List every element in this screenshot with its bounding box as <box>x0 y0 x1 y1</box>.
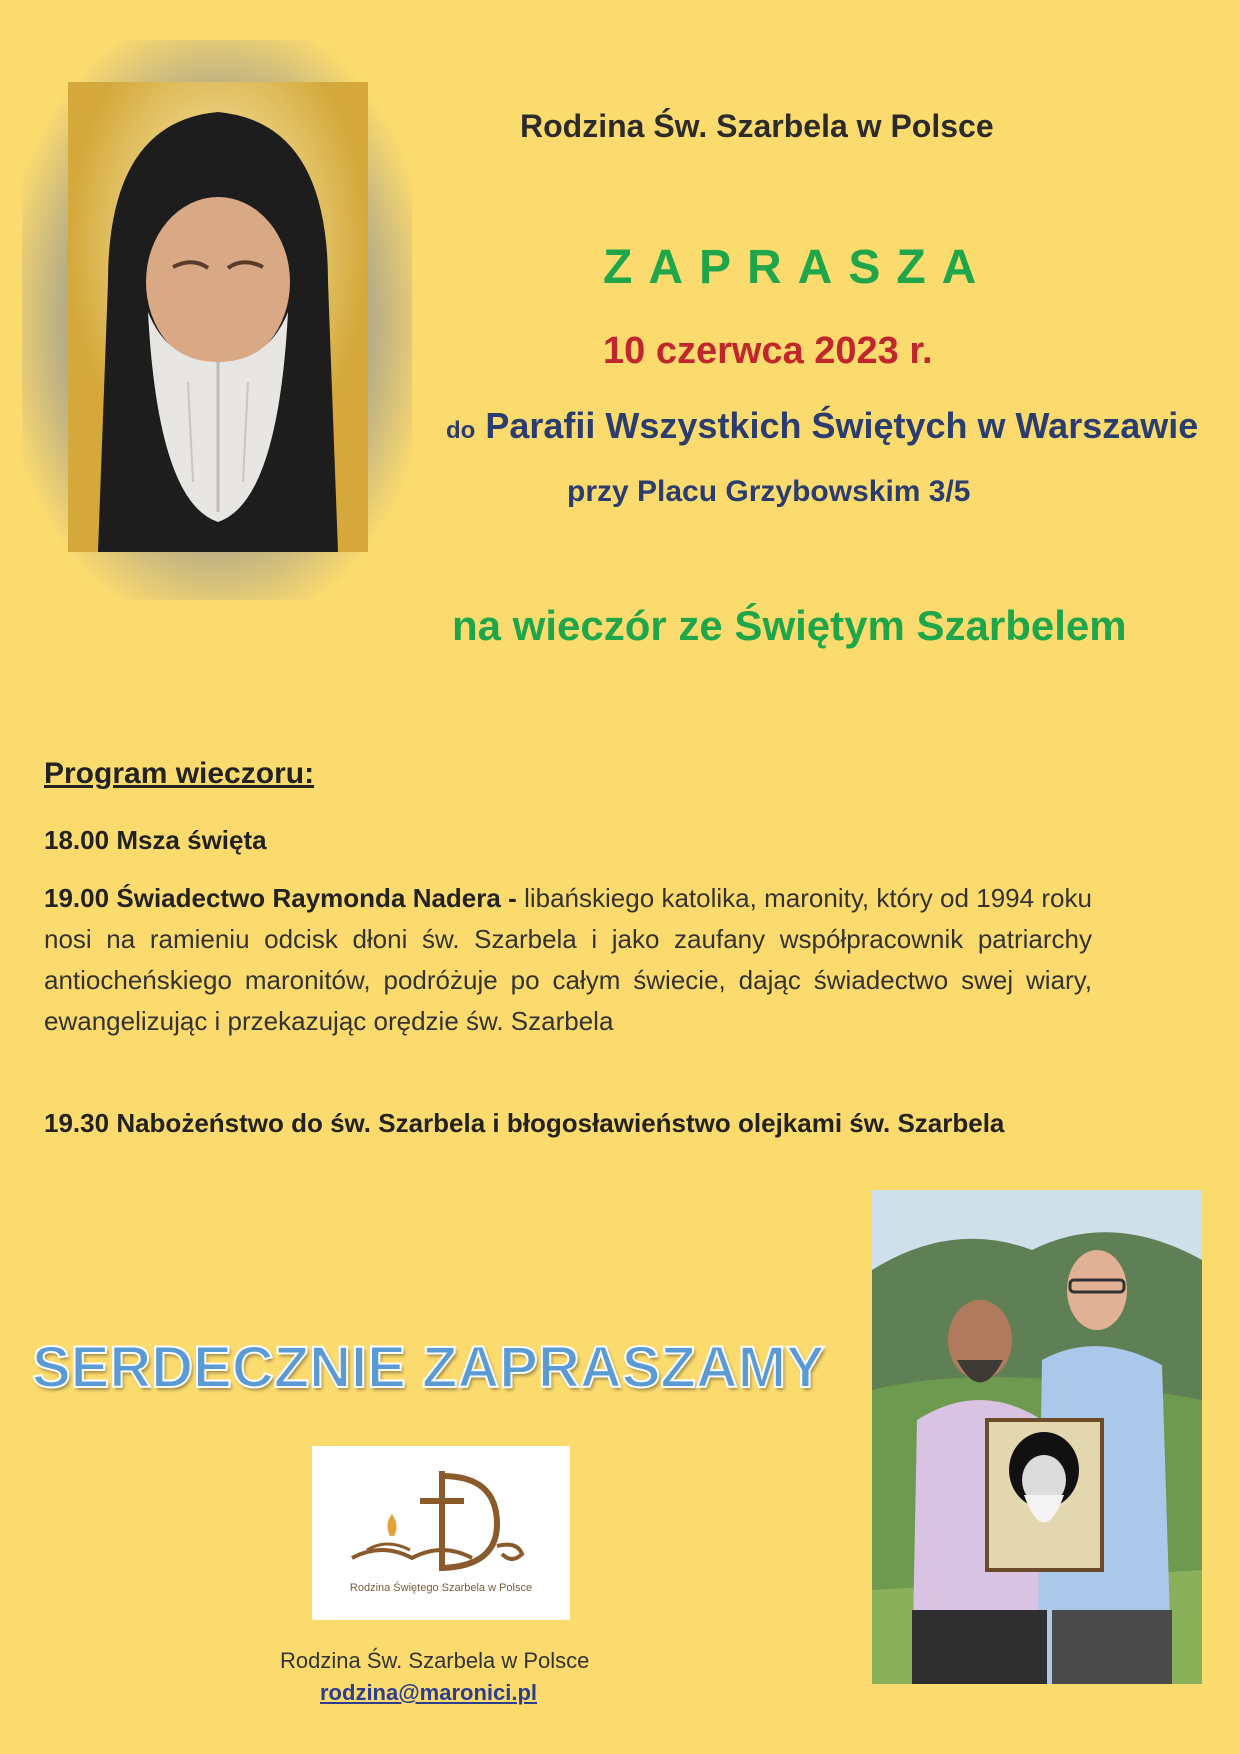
parish-line <box>446 405 1198 447</box>
invite-heading: ZAPRASZA <box>603 241 993 294</box>
program-title: Program wieczoru: <box>44 757 315 790</box>
parish-prefix: do <box>446 417 476 444</box>
program-item-description: libańskiego katolika, maronity, który od 1994 roku nosi na ramieniu odcisk dłoni św. Szarbela i jako zaufany współpracownik patriarchy antiocheńskiego maronitów, podróżuje po całym świecie, dając świadectwo swej wiary, ewangelizując i przekazując orędzie św. Szarbela <box>44 883 1092 1036</box>
parish-address: przy Placu Grzybowskim 3/5 <box>567 475 971 508</box>
program-time: 19.30 <box>44 1108 110 1138</box>
program-item-title: Msza święta <box>116 825 267 855</box>
parish-name: Parafii Wszystkich Świętych w Warszawie <box>485 405 1199 446</box>
logo-emblem-icon <box>312 1446 570 1586</box>
event-photo <box>872 1190 1202 1684</box>
program-item <box>44 820 1092 861</box>
footer-organization: Rodzina Św. Szarbela w Polsce <box>280 1648 590 1673</box>
logo-caption: Rodzina Świętego Szarbela w Polsce <box>349 1582 533 1594</box>
saint-charbel-portrait <box>68 82 368 552</box>
program-time: 19.00 <box>44 883 110 913</box>
organization-header: Rodzina Św. Szarbela w Polsce <box>520 108 994 144</box>
program-time: 18.00 <box>44 825 110 855</box>
program-item <box>44 1103 1092 1144</box>
program-item <box>44 878 1092 1042</box>
program-item-title: Świadectwo Raymonda Nadera - <box>116 883 517 913</box>
footer-email-link[interactable]: rodzina@maronici.pl <box>320 1680 538 1705</box>
event-date: 10 czerwca 2023 r. <box>603 330 933 372</box>
program-item-title: Nabożeństwo do św. Szarbela i błogosławieństwo olejkami św. Szarbela <box>116 1108 1005 1138</box>
evening-title: na wieczór ze Świętym Szarbelem <box>452 602 1127 649</box>
closing-invitation: SERDECZNIE ZAPRASZAMY <box>32 1335 825 1400</box>
organization-logo <box>312 1446 570 1620</box>
